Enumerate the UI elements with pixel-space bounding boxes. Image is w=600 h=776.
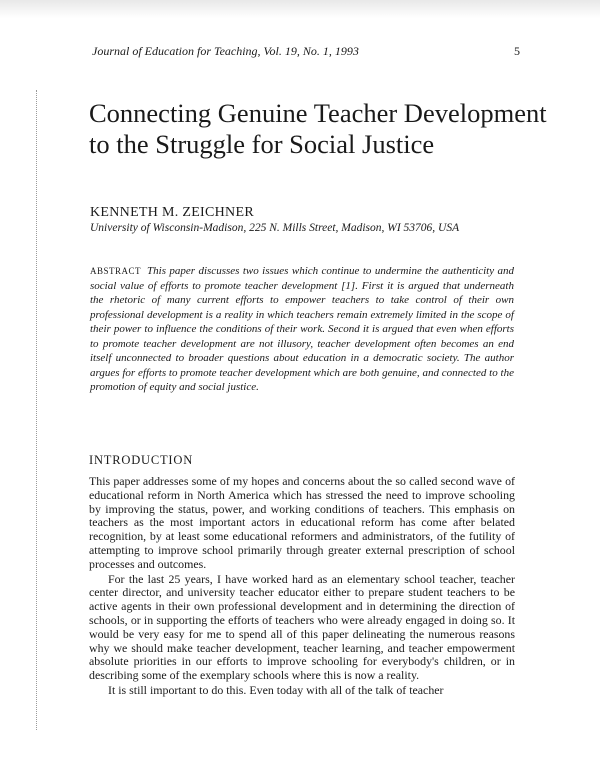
page-number: 5	[514, 44, 520, 58]
paragraph: For the last 25 years, I have worked hard as an elementary school teacher, teacher center director, and university teacher educator either to prepare student teachers to be active agents in their own professional development and in determining the direction of schools, or in supporting the efforts of teachers who were already engaged in doing so. It would be very easy for me to spend all of this paper delineating the numerous reasons why we should make teacher development, teacher learning, and teacher empowerment absolute priorities in our efforts to improve schooling for everybody's children, or in describing some of the exemplary schools where this is now a reality.	[89, 571, 515, 683]
scan-top-edge	[0, 0, 600, 18]
article-title: Connecting Genuine Teacher Development to the Struggle for Social Justice	[89, 98, 547, 159]
journal-citation: Journal of Education for Teaching, Vol. 19, No. 1, 1993	[92, 44, 359, 58]
paragraph: It is still important to do this. Even today with all of the talk of teacher	[108, 682, 444, 697]
abstract-text: This paper discusses two issues which continue to undermine the authenticity and social value of efforts to promote teacher development [1]. First it is argued that underneath the rhetoric of many current efforts to empower teachers to take control of their own professional development is a reality in which teachers remain extremely limited in the scope of their power to influence the conditions of their work. Second it is argued that even when efforts to promote teacher development are not illusory, teacher development often becomes an end itself unconnected to broader questions about education in a democratic society. The author argues for efforts to promote teacher development which are both genuine, and connected to the promotion of equity and social justice.	[90, 265, 514, 393]
section-heading: INTRODUCTION	[89, 453, 194, 467]
author-affiliation: University of Wisconsin-Madison, 225 N. Mills Street, Madison, WI 53706, USA	[90, 222, 460, 234]
abstract-label: ABSTRACT	[90, 266, 142, 276]
body-text	[89, 475, 515, 698]
scan-margin-marks	[36, 90, 39, 730]
author-name: KENNETH M. ZEICHNER	[90, 205, 254, 220]
running-head	[92, 44, 520, 59]
paragraph: This paper addresses some of my hopes and concerns about the so called second wave of educational reform in North America which has stressed the need to improve schooling by improving the status, power, and working conditions of teachers. This emphasis on teachers as the most important actors in educational reform has come after belated recognition, by at least some educational reformers and administrators, of the futility of attempting to improve school primarily through greater external prescription of school processes and outcomes.	[89, 474, 515, 571]
abstract	[90, 264, 514, 395]
